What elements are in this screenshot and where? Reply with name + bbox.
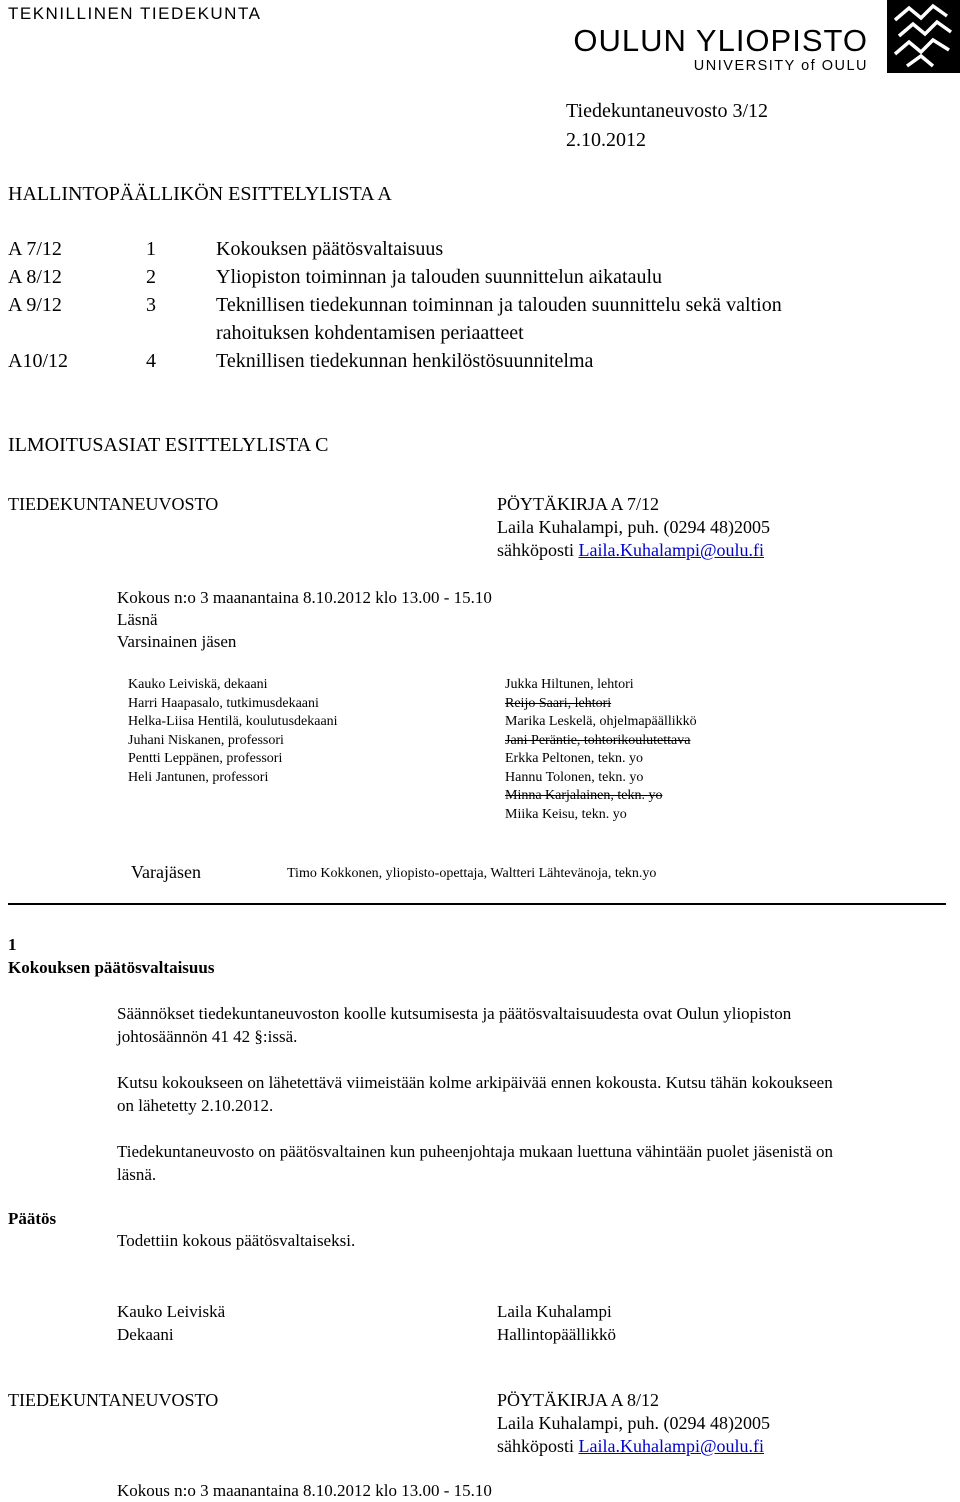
decision-text: Todettiin kokous päätösvaltaiseksi. xyxy=(117,1231,356,1250)
member-name: Juhani Niskanen, professori xyxy=(128,732,284,748)
agenda-c-title: ILMOITUSASIAT ESITTELYLISTA C xyxy=(8,434,329,456)
section-number: 1 xyxy=(8,935,17,954)
present-label: Läsnä xyxy=(117,610,158,629)
email-label: sähköposti xyxy=(497,540,575,560)
signature-left xyxy=(117,1300,225,1346)
agenda-code: A10/12 xyxy=(8,350,68,372)
contact-email-row xyxy=(497,540,764,561)
agenda-number: 3 xyxy=(146,294,156,316)
paragraph xyxy=(117,1071,833,1117)
paragraph xyxy=(117,1002,791,1048)
logo-sub-text: UNIVERSITY of OULU xyxy=(693,58,868,74)
council-body: TIEDEKUNTANEUVOSTO xyxy=(8,1390,219,1410)
paragraph-line: johtosäännön 41 42 §:issä. xyxy=(117,1027,298,1046)
council-body: TIEDEKUNTANEUVOSTO xyxy=(8,494,219,514)
agenda-code: A 8/12 xyxy=(8,266,62,288)
agenda-number: 1 xyxy=(146,238,156,260)
council-number: Tiedekuntaneuvosto 3/12 xyxy=(566,100,769,122)
signatory-name: Kauko Leiviskä xyxy=(117,1302,226,1321)
document-date: 2.10.2012 xyxy=(566,129,646,151)
agenda-a-title: HALLINTOPÄÄLLIKÖN ESITTELYLISTA A xyxy=(8,183,392,205)
minutes-reference: PÖYTÄKIRJA A 8/12 xyxy=(497,1390,660,1410)
faculty-name: TEKNILLINEN TIEDEKUNTA xyxy=(8,4,262,23)
university-logo-text xyxy=(573,24,868,74)
paragraph-line: Säännökset tiedekuntaneuvoston koolle kutsumisesta ja päätösvaltaisuudesta ovat Oulun yliopiston xyxy=(117,1004,792,1023)
paragraph-line: Kutsu kokoukseen on lähetettävä viimeistään kolme arkipäivää ennen kokousta. Kutsu tähän kokoukseen xyxy=(117,1073,833,1092)
logo-main-text: OULUN YLIOPISTO xyxy=(573,23,868,58)
university-logo-icon xyxy=(887,0,960,73)
contact-phone: Laila Kuhalampi, puh. (0294 48)2005 xyxy=(497,1413,770,1433)
member-name: Hannu Tolonen, tekn. yo xyxy=(505,769,644,785)
paragraph xyxy=(117,1140,833,1186)
contact-phone: Laila Kuhalampi, puh. (0294 48)2005 xyxy=(497,517,770,537)
member-name: Helka-Liisa Hentilä, koulutusdekaani xyxy=(128,714,338,729)
minutes-reference: PÖYTÄKIRJA A 7/12 xyxy=(497,494,660,514)
member-name: Marika Leskelä, ohjelmapäällikkö xyxy=(505,714,697,729)
contact-email-row xyxy=(497,1436,764,1457)
agenda-item-text: Teknillisen tiedekunnan henkilöstösuunnitelma xyxy=(216,350,594,372)
signatory-name: Laila Kuhalampi xyxy=(497,1302,612,1321)
member-name: Pentti Leppänen, professori xyxy=(128,751,283,766)
agenda-number: 2 xyxy=(146,266,156,288)
agenda-item-text-continued: rahoituksen kohdentamisen periaatteet xyxy=(216,322,524,344)
member-name: Miika Keisu, tekn. yo xyxy=(505,806,627,822)
agenda-code: A 9/12 xyxy=(8,294,62,316)
member-name: Jukka Hiltunen, lehtori xyxy=(505,677,634,692)
agenda-code: A 7/12 xyxy=(8,238,62,260)
agenda-item-text: Teknillisen tiedekunnan toiminnan ja talouden suunnittelu sekä valtion xyxy=(216,294,782,316)
member-name: Kauko Leiviskä, dekaani xyxy=(128,677,268,692)
agenda-item-text: Yliopiston toiminnan ja talouden suunnittelun aikataulu xyxy=(216,266,663,288)
member-name-absent: Reijo Saari, lehtori xyxy=(505,695,612,711)
member-name: Erkka Peltonen, tekn. yo xyxy=(505,751,644,766)
decision-label: Päätös xyxy=(8,1209,57,1228)
signatory-title: Hallintopäällikkö xyxy=(497,1325,616,1344)
section-title: Kokouksen päätösvaltaisuus xyxy=(8,958,215,977)
paragraph-line: on lähetetty 2.10.2012. xyxy=(117,1096,274,1115)
meeting-info: Kokous n:o 3 maanantaina 8.10.2012 klo 13.00 - 15.10 xyxy=(117,588,492,607)
email-link[interactable]: Laila.Kuhalampi@oulu.fi xyxy=(578,540,765,560)
member-name-absent: Minna Karjalainen, tekn. yo xyxy=(505,788,663,803)
email-link[interactable]: Laila.Kuhalampi@oulu.fi xyxy=(578,1436,765,1456)
deputy-names: Timo Kokkonen, yliopisto-opettaja, Waltteri Lähtevänoja, tekn.yo xyxy=(287,866,657,881)
signature-right xyxy=(497,1300,616,1346)
signatory-title: Dekaani xyxy=(117,1325,174,1344)
members-label: Varsinainen jäsen xyxy=(117,632,237,651)
agenda-item-text: Kokouksen päätösvaltaisuus xyxy=(216,238,444,260)
section-divider xyxy=(8,903,946,905)
deputy-label: Varajäsen xyxy=(131,862,201,882)
member-name-absent: Jani Peräntie, tohtorikoulutettava xyxy=(505,732,691,748)
meeting-info: Kokous n:o 3 maanantaina 8.10.2012 klo 13.00 - 15.10 xyxy=(117,1481,492,1500)
members-right-list xyxy=(505,676,697,824)
paragraph-line: Tiedekuntaneuvosto on päätösvaltainen kun puheenjohtaja mukaan luettuna vähintään puolet jäsenistä on xyxy=(117,1142,834,1161)
paragraph-line: läsnä. xyxy=(117,1165,157,1184)
members-left-list xyxy=(128,676,338,787)
email-label: sähköposti xyxy=(497,1436,575,1456)
agenda-number: 4 xyxy=(146,350,156,372)
member-name: Heli Jantunen, professori xyxy=(128,769,269,785)
member-name: Harri Haapasalo, tutkimusdekaani xyxy=(128,695,319,711)
